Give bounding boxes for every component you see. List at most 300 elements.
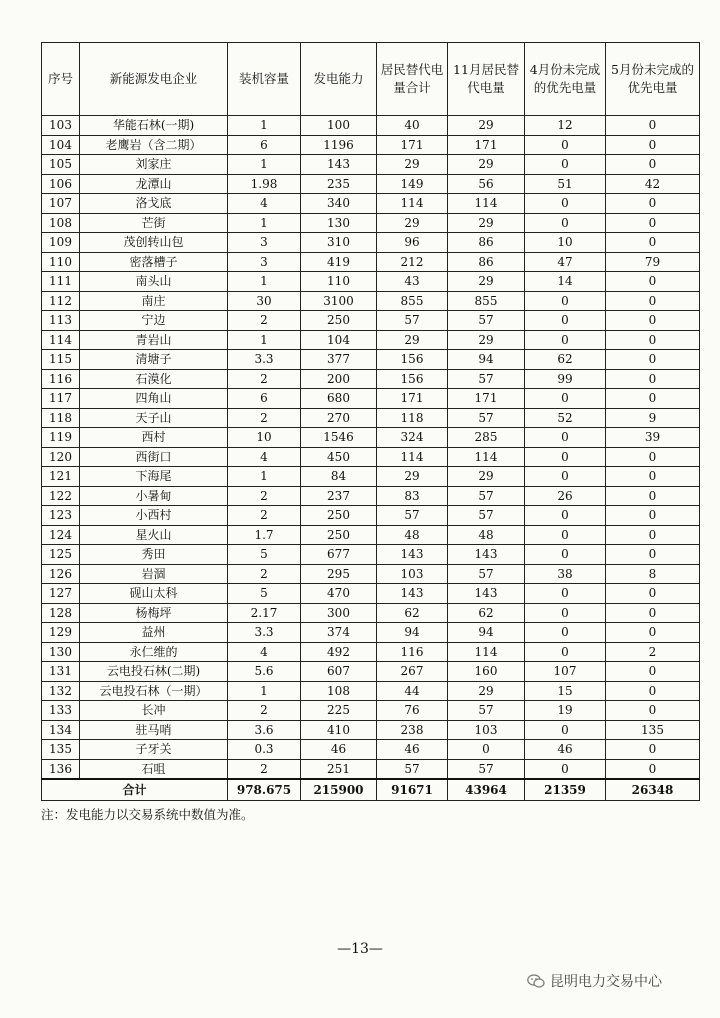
wechat-icon — [527, 974, 545, 988]
table-row — [42, 584, 700, 604]
table-cell: 0 — [606, 369, 700, 389]
table-cell: 华能石林(一期) — [80, 116, 228, 136]
table-cell: 677 — [301, 545, 377, 565]
table-cell: 855 — [377, 291, 448, 311]
table-cell: 109 — [42, 233, 80, 253]
table-cell: 29 — [448, 272, 525, 292]
table-cell: 124 — [42, 525, 80, 545]
table-cell: 122 — [42, 486, 80, 506]
table-cell: 105 — [42, 155, 80, 175]
table-cell: 114 — [448, 642, 525, 662]
table-cell: 26 — [525, 486, 606, 506]
table-cell: 西街口 — [80, 447, 228, 467]
table-row — [42, 389, 700, 409]
table-cell: 小西村 — [80, 506, 228, 526]
table-cell: 94 — [377, 623, 448, 643]
table-cell: 57 — [448, 564, 525, 584]
table-cell: 0 — [525, 642, 606, 662]
table-cell: 57 — [377, 506, 448, 526]
table-row — [42, 525, 700, 545]
table-cell: 天子山 — [80, 408, 228, 428]
table-cell: 250 — [301, 311, 377, 331]
table-cell: 134 — [42, 720, 80, 740]
table-row — [42, 369, 700, 389]
table-row — [42, 642, 700, 662]
table-cell: 200 — [301, 369, 377, 389]
table-cell: 132 — [42, 681, 80, 701]
table-cell: 南头山 — [80, 272, 228, 292]
table-cell: 2.17 — [228, 603, 301, 623]
table-cell: 云电投石林(二期) — [80, 662, 228, 682]
table-cell: 29 — [377, 467, 448, 487]
table-cell: 2 — [228, 506, 301, 526]
table-cell: 43 — [377, 272, 448, 292]
table-row — [42, 428, 700, 448]
total-cell: 21359 — [525, 779, 606, 801]
table-cell: 111 — [42, 272, 80, 292]
table-cell: 62 — [525, 350, 606, 370]
table-cell: 0 — [448, 740, 525, 760]
table-cell: 12 — [525, 116, 606, 136]
table-row — [42, 545, 700, 565]
table-cell: 0 — [525, 759, 606, 779]
column-header: 装机容量 — [228, 43, 301, 116]
table-cell: 1.7 — [228, 525, 301, 545]
table-row — [42, 272, 700, 292]
table-cell: 374 — [301, 623, 377, 643]
table-cell: 0 — [606, 603, 700, 623]
table-cell: 51 — [525, 174, 606, 194]
table-cell: 133 — [42, 701, 80, 721]
table-cell: 410 — [301, 720, 377, 740]
table-cell: 14 — [525, 272, 606, 292]
table-cell: 62 — [448, 603, 525, 623]
column-header: 4月份未完成的优先电量 — [525, 43, 606, 116]
table-cell: 114 — [377, 194, 448, 214]
table-cell: 砚山太科 — [80, 584, 228, 604]
table-cell: 2 — [228, 564, 301, 584]
table-cell: 46 — [525, 740, 606, 760]
table-cell: 0 — [606, 155, 700, 175]
table-cell: 57 — [448, 759, 525, 779]
table-cell: 143 — [301, 155, 377, 175]
table-cell: 1 — [228, 467, 301, 487]
table-cell: 驻马哨 — [80, 720, 228, 740]
table-cell: 1 — [228, 681, 301, 701]
table-row — [42, 701, 700, 721]
total-row — [42, 779, 700, 801]
table-row — [42, 467, 700, 487]
table-cell: 2 — [228, 759, 301, 779]
table-cell: 益州 — [80, 623, 228, 643]
table-cell: 0 — [606, 447, 700, 467]
table-row — [42, 623, 700, 643]
table-row — [42, 350, 700, 370]
table-cell: 57 — [448, 486, 525, 506]
table-cell: 2 — [228, 311, 301, 331]
table-cell: 0 — [606, 467, 700, 487]
table-cell: 607 — [301, 662, 377, 682]
table-cell: 39 — [606, 428, 700, 448]
table-cell: 0 — [606, 701, 700, 721]
table-cell: 3 — [228, 233, 301, 253]
table-cell: 1.98 — [228, 174, 301, 194]
table-cell: 340 — [301, 194, 377, 214]
table-cell: 0 — [606, 681, 700, 701]
table-cell: 117 — [42, 389, 80, 409]
total-label: 合计 — [42, 779, 228, 801]
table-cell: 岩涸 — [80, 564, 228, 584]
table-cell: 0 — [525, 135, 606, 155]
table-cell: 251 — [301, 759, 377, 779]
table-cell: 1 — [228, 116, 301, 136]
table-row — [42, 720, 700, 740]
table-cell: 76 — [377, 701, 448, 721]
table-cell: 29 — [448, 213, 525, 233]
table-cell: 29 — [377, 330, 448, 350]
table-cell: 680 — [301, 389, 377, 409]
footnote: 注：发电能力以交易系统中数值为准。 — [41, 807, 254, 822]
table-cell: 492 — [301, 642, 377, 662]
table-cell: 杨梅坪 — [80, 603, 228, 623]
table-cell: 112 — [42, 291, 80, 311]
table-cell: 0 — [606, 740, 700, 760]
watermark-text: 昆明电力交易中心 — [550, 974, 662, 990]
table-cell: 99 — [525, 369, 606, 389]
table-cell: 0 — [525, 623, 606, 643]
table-cell: 116 — [42, 369, 80, 389]
table-cell: 29 — [448, 681, 525, 701]
table-cell: 小暑甸 — [80, 486, 228, 506]
table-row — [42, 662, 700, 682]
table-cell: 10 — [228, 428, 301, 448]
table-cell: 石咀 — [80, 759, 228, 779]
table-cell: 114 — [377, 447, 448, 467]
table-cell: 114 — [42, 330, 80, 350]
table-row — [42, 213, 700, 233]
table-cell: 3100 — [301, 291, 377, 311]
table-cell: 清塘子 — [80, 350, 228, 370]
table-cell: 156 — [377, 350, 448, 370]
table-cell: 48 — [377, 525, 448, 545]
table-cell: 0 — [525, 155, 606, 175]
table-cell: 107 — [525, 662, 606, 682]
table-cell: 123 — [42, 506, 80, 526]
table-cell: 0 — [606, 213, 700, 233]
data-table — [41, 42, 700, 801]
table-cell: 1546 — [301, 428, 377, 448]
table-cell: 0 — [525, 194, 606, 214]
table-cell: 267 — [377, 662, 448, 682]
column-header: 序号 — [42, 43, 80, 116]
table-cell: 120 — [42, 447, 80, 467]
table-cell: 285 — [448, 428, 525, 448]
table-cell: 324 — [377, 428, 448, 448]
table-cell: 130 — [42, 642, 80, 662]
table-row — [42, 135, 700, 155]
table-cell: 子牙关 — [80, 740, 228, 760]
table-cell: 0 — [606, 662, 700, 682]
table-body — [42, 116, 700, 801]
table-cell: 83 — [377, 486, 448, 506]
table-cell: 19 — [525, 701, 606, 721]
table-cell: 171 — [448, 389, 525, 409]
table-cell: 855 — [448, 291, 525, 311]
table-row — [42, 506, 700, 526]
table-cell: 0 — [606, 525, 700, 545]
table-cell: 96 — [377, 233, 448, 253]
table-row — [42, 252, 700, 272]
table-cell: 洛戈底 — [80, 194, 228, 214]
table-cell: 250 — [301, 506, 377, 526]
table-cell: 107 — [42, 194, 80, 214]
table-cell: 长冲 — [80, 701, 228, 721]
table-cell: 94 — [448, 350, 525, 370]
table-cell: 419 — [301, 252, 377, 272]
table-cell: 250 — [301, 525, 377, 545]
table-cell: 8 — [606, 564, 700, 584]
table-cell: 2 — [606, 642, 700, 662]
table-row — [42, 603, 700, 623]
table-cell: 84 — [301, 467, 377, 487]
table-cell: 129 — [42, 623, 80, 643]
table-cell: 114 — [448, 447, 525, 467]
table-cell: 0 — [525, 525, 606, 545]
table-cell: 121 — [42, 467, 80, 487]
table-cell: 57 — [448, 701, 525, 721]
table-cell: 茂创转山包 — [80, 233, 228, 253]
table-cell: 470 — [301, 584, 377, 604]
table-cell: 62 — [377, 603, 448, 623]
table-cell: 29 — [448, 155, 525, 175]
table-cell: 110 — [301, 272, 377, 292]
table-cell: 377 — [301, 350, 377, 370]
table-cell: 46 — [301, 740, 377, 760]
table-cell: 5 — [228, 584, 301, 604]
table-row — [42, 408, 700, 428]
table-cell: 6 — [228, 135, 301, 155]
table-cell: 永仁维的 — [80, 642, 228, 662]
table-cell: 1 — [228, 213, 301, 233]
table-cell: 46 — [377, 740, 448, 760]
table-cell: 126 — [42, 564, 80, 584]
table-cell: 石漠化 — [80, 369, 228, 389]
table-cell: 1 — [228, 272, 301, 292]
table-cell: 119 — [42, 428, 80, 448]
table-cell: 116 — [377, 642, 448, 662]
table-cell: 128 — [42, 603, 80, 623]
table-cell: 110 — [42, 252, 80, 272]
table-cell: 4 — [228, 194, 301, 214]
table-cell: 103 — [448, 720, 525, 740]
table-cell: 0 — [606, 623, 700, 643]
table-cell: 0 — [606, 506, 700, 526]
table-row — [42, 291, 700, 311]
table-row — [42, 486, 700, 506]
table-cell: 0 — [606, 311, 700, 331]
table-cell: 0 — [525, 545, 606, 565]
table-row — [42, 233, 700, 253]
column-header: 11月居民替代电量 — [448, 43, 525, 116]
header-row — [42, 43, 700, 116]
table-cell: 0 — [606, 486, 700, 506]
table-cell: 118 — [377, 408, 448, 428]
table-cell: 3.3 — [228, 623, 301, 643]
table-row — [42, 740, 700, 760]
table-cell: 秀田 — [80, 545, 228, 565]
table-cell: 0 — [606, 194, 700, 214]
table-cell: 9 — [606, 408, 700, 428]
table-cell: 143 — [377, 584, 448, 604]
table-cell: 270 — [301, 408, 377, 428]
table-cell: 0 — [525, 603, 606, 623]
table-cell: 136 — [42, 759, 80, 779]
table-cell: 86 — [448, 233, 525, 253]
table-cell: 刘家庄 — [80, 155, 228, 175]
table-cell: 235 — [301, 174, 377, 194]
column-header: 发电能力 — [301, 43, 377, 116]
table-cell: 57 — [448, 506, 525, 526]
table-cell: 云电投石林（一期） — [80, 681, 228, 701]
table-cell: 4 — [228, 447, 301, 467]
table-cell: 0 — [606, 584, 700, 604]
table-cell: 0 — [525, 584, 606, 604]
table-cell: 0 — [606, 233, 700, 253]
total-cell: 91671 — [377, 779, 448, 801]
table-row — [42, 194, 700, 214]
table-cell: 1 — [228, 155, 301, 175]
table-row — [42, 681, 700, 701]
table-cell: 295 — [301, 564, 377, 584]
table-row — [42, 155, 700, 175]
table-cell: 57 — [448, 311, 525, 331]
table-cell: 171 — [377, 135, 448, 155]
table-cell: 57 — [377, 311, 448, 331]
table-cell: 48 — [448, 525, 525, 545]
table-cell: 29 — [377, 155, 448, 175]
table-cell: 113 — [42, 311, 80, 331]
table-cell: 密落槽子 — [80, 252, 228, 272]
table-cell: 135 — [606, 720, 700, 740]
table-cell: 29 — [448, 467, 525, 487]
table-cell: 104 — [301, 330, 377, 350]
table-cell: 西村 — [80, 428, 228, 448]
table-cell: 130 — [301, 213, 377, 233]
table-cell: 100 — [301, 116, 377, 136]
table-cell: 3.3 — [228, 350, 301, 370]
table-row — [42, 447, 700, 467]
table-cell: 135 — [42, 740, 80, 760]
table-cell: 238 — [377, 720, 448, 740]
table-cell: 103 — [377, 564, 448, 584]
table-cell: 0 — [606, 389, 700, 409]
table-cell: 29 — [377, 213, 448, 233]
table-cell: 143 — [448, 584, 525, 604]
table-cell: 237 — [301, 486, 377, 506]
table-cell: 0 — [525, 213, 606, 233]
table-cell: 四角山 — [80, 389, 228, 409]
column-header: 居民替代电量合计 — [377, 43, 448, 116]
table-cell: 57 — [448, 369, 525, 389]
table-cell: 3 — [228, 252, 301, 272]
table-cell: 0 — [525, 720, 606, 740]
table-cell: 0 — [606, 272, 700, 292]
table-row — [42, 116, 700, 136]
table-cell: 156 — [377, 369, 448, 389]
table-cell: 青岩山 — [80, 330, 228, 350]
total-cell: 43964 — [448, 779, 525, 801]
table-cell: 212 — [377, 252, 448, 272]
table-cell: 0 — [606, 135, 700, 155]
table-cell: 0 — [525, 311, 606, 331]
table-cell: 114 — [448, 194, 525, 214]
table-cell: 30 — [228, 291, 301, 311]
table-row — [42, 564, 700, 584]
page-number: —13— — [337, 941, 383, 957]
table-cell: 86 — [448, 252, 525, 272]
table-cell: 47 — [525, 252, 606, 272]
table-cell: 5 — [228, 545, 301, 565]
table-cell: 106 — [42, 174, 80, 194]
table-cell: 40 — [377, 116, 448, 136]
table-cell: 160 — [448, 662, 525, 682]
table-cell: 42 — [606, 174, 700, 194]
table-cell: 125 — [42, 545, 80, 565]
table-cell: 0 — [525, 428, 606, 448]
table-cell: 118 — [42, 408, 80, 428]
table-cell: 0 — [606, 330, 700, 350]
table-cell: 0 — [525, 389, 606, 409]
table-cell: 108 — [301, 681, 377, 701]
table-cell: 115 — [42, 350, 80, 370]
table-cell: 10 — [525, 233, 606, 253]
table-cell: 2 — [228, 701, 301, 721]
table-cell: 104 — [42, 135, 80, 155]
table-cell: 310 — [301, 233, 377, 253]
total-cell: 215900 — [301, 779, 377, 801]
table-cell: 1 — [228, 330, 301, 350]
table-row — [42, 174, 700, 194]
total-cell: 978.675 — [228, 779, 301, 801]
table-cell: 300 — [301, 603, 377, 623]
table-cell: 0 — [525, 291, 606, 311]
table-row — [42, 759, 700, 779]
table-cell: 149 — [377, 174, 448, 194]
column-header: 5月份未完成的优先电量 — [606, 43, 700, 116]
table-cell: 0 — [606, 116, 700, 136]
table-cell: 4 — [228, 642, 301, 662]
table-cell: 芒街 — [80, 213, 228, 233]
table-cell: 143 — [377, 545, 448, 565]
table-cell: 56 — [448, 174, 525, 194]
table-cell: 0.3 — [228, 740, 301, 760]
table-cell: 2 — [228, 408, 301, 428]
table-cell: 131 — [42, 662, 80, 682]
table-cell: 103 — [42, 116, 80, 136]
table-cell: 0 — [525, 506, 606, 526]
table-cell: 57 — [377, 759, 448, 779]
table-row — [42, 330, 700, 350]
table-cell: 38 — [525, 564, 606, 584]
table-cell: 6 — [228, 389, 301, 409]
table-cell: 225 — [301, 701, 377, 721]
table-cell: 143 — [448, 545, 525, 565]
watermark — [527, 971, 662, 991]
table-cell: 2 — [228, 369, 301, 389]
table-cell: 龙潭山 — [80, 174, 228, 194]
table-cell: 94 — [448, 623, 525, 643]
table-cell: 450 — [301, 447, 377, 467]
